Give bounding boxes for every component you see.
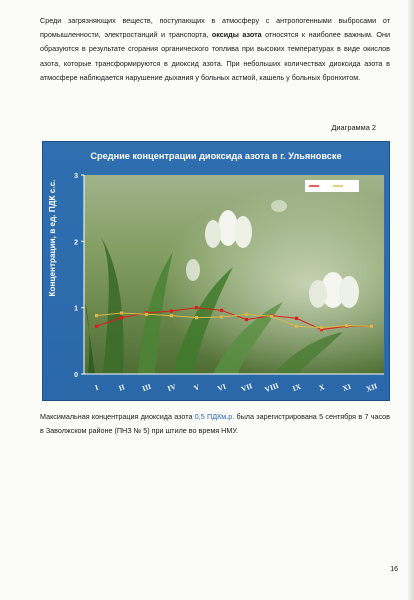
max-concentration-paragraph — [40, 410, 390, 438]
x-tick-label: XI — [341, 381, 353, 394]
page-edge-shadow — [408, 0, 414, 600]
intro-bold-term: оксиды азота — [211, 30, 262, 40]
x-tick-label: III — [141, 381, 153, 394]
page-number: 16 — [390, 566, 398, 573]
x-tick-label: VI — [216, 381, 228, 394]
y-tick-label: 0 — [74, 372, 78, 379]
x-tick-label: IV — [166, 381, 178, 394]
series-1-point — [95, 325, 98, 328]
y-tick-label: 2 — [74, 239, 78, 247]
chart-title: Средние концентрации диоксида азота в г. Ульяновске — [90, 151, 342, 161]
series-2-point — [295, 325, 298, 328]
x-tick-label: XII — [364, 381, 379, 394]
series-2-point — [320, 326, 323, 329]
series-2-point — [95, 314, 98, 317]
intro-text-end: относятся к наиболее важным. Они образуются в результате сгорания органического топлива при высоких температурах в виде окислов азота, которые трансформируются в диоксид азота. При небольших количествах диоксида азота в атмосфере наблюдается нарушение дыхания у больных астмой, кашель у больных бронхитом. — [40, 30, 390, 82]
chart-y-axis-label: Концентрации, в ед. ПДК с.с. — [48, 179, 57, 297]
series-2-point — [195, 316, 198, 319]
chart-frame — [42, 141, 390, 401]
series-1-point — [170, 309, 173, 312]
series-2-point — [145, 313, 148, 316]
x-tick-label: V — [192, 382, 201, 393]
series-2-point — [370, 325, 373, 328]
chart-legend — [305, 180, 359, 192]
chart-plot — [43, 142, 389, 400]
max-value-highlight: 0,5 ПДКм.р. — [194, 412, 235, 421]
max-text-end: была зарегистрирована 5 сентября в 7 часов в Заволжском районе (ПНЗ № 5) при штиле во время НМУ. — [40, 412, 390, 436]
series-1-point — [220, 309, 223, 312]
series-2-point — [120, 311, 123, 314]
series-2-point — [220, 315, 223, 318]
y-tick-label: 3 — [74, 173, 78, 180]
series-2-point — [270, 315, 273, 318]
x-tick-label: II — [117, 382, 126, 393]
x-tick-label: IX — [291, 381, 303, 394]
plot-background-photo — [84, 175, 384, 374]
intro-text-start: Среди загрязняющих веществ, поступающих в атмосферу с антропогенными выбросами от промышленности, электростанций и транспорта, — [40, 16, 390, 40]
series-1-point — [195, 306, 198, 309]
series-1-point — [245, 318, 248, 321]
series-1-point — [295, 317, 298, 320]
x-tick-label: VII — [239, 381, 254, 394]
intro-paragraph — [40, 14, 390, 85]
y-tick-label: 1 — [74, 305, 78, 313]
series-2-point — [345, 324, 348, 327]
max-text-start: Максимальная концентрация диоксида азота — [40, 412, 195, 421]
x-tick-label: I — [93, 382, 100, 393]
x-tick-label: X — [317, 382, 326, 393]
x-tick-label: VIII — [263, 380, 280, 395]
diagram-label: Диаграмма 2 — [331, 123, 376, 132]
series-2-point — [245, 313, 248, 316]
series-1-point — [120, 316, 123, 319]
series-2-point — [170, 314, 173, 317]
